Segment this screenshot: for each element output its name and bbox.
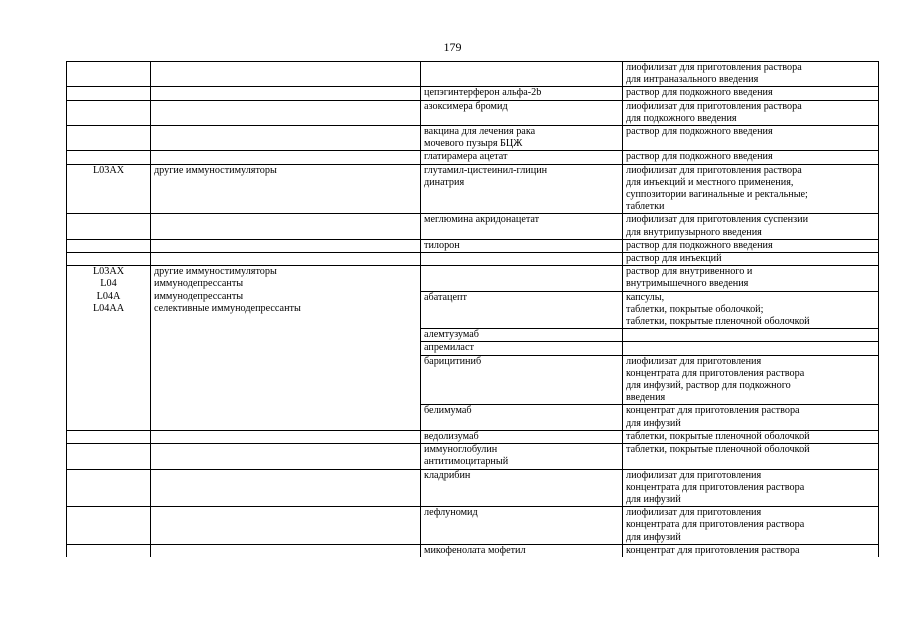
drug-name: ведолизумаб [421,430,623,443]
drug-name: меглюмина акридонацетат [421,214,623,239]
group-name [151,430,421,443]
atc-code: L04AA [92,302,125,314]
atc-code: L03AX [67,164,151,214]
dosage-form: лиофилизат для приготовления суспензии для внутрипузырного введения [623,214,879,239]
dosage-form: таблетки, покрытые пленочной оболочкой [623,430,879,443]
table-row [67,253,879,266]
dosage-form: лиофилизат для приготовления раствора для интраназального введения [623,62,879,87]
atc-code [67,444,151,469]
dosage-form: лиофилизат для приготовления концентрата для приготовления раствора для инфузий, раствор для подкожного введения [623,355,879,405]
group-name [151,151,421,164]
drug-name [421,62,623,87]
drug-name: глатирамера ацетат [421,151,623,164]
drug-name: глутамил-цистеинил-глицин динатрия [421,164,623,214]
dosage-form: раствор для подкожного введения [623,126,879,151]
drug-name: цепэгинтерферон альфа-2b [421,87,623,100]
dosage-form [623,329,879,342]
dosage-form: лиофилизат для приготовления концентрата для приготовления раствора для инфузий [623,507,879,545]
group-name-block [151,266,421,431]
group-name [151,87,421,100]
atc-code [67,469,151,507]
dosage-form: раствор для подкожного введения [623,239,879,252]
group-name [151,253,421,266]
drug-name: микофенолата мофетил [421,544,623,557]
atc-code [67,214,151,239]
atc-code [67,87,151,100]
group-name [151,444,421,469]
table-row [67,239,879,252]
dosage-form: раствор для инъекций [623,253,879,266]
atc-code: L04 [100,278,117,290]
group-name [151,469,421,507]
group-name: другие иммуностимуляторы [151,164,421,214]
group-name [151,100,421,125]
group-name [151,214,421,239]
table-row [67,444,879,469]
atc-code [67,430,151,443]
atc-code-block [67,266,151,431]
drug-name: алемтузумаб [421,329,623,342]
drug-table [66,61,879,557]
table-row [67,151,879,164]
table-row [67,507,879,545]
atc-code [67,151,151,164]
dosage-form: раствор для внутривенного и внутримышечного введения [623,266,879,291]
group-name [151,126,421,151]
atc-code [67,100,151,125]
dosage-form: таблетки, покрытые пленочной оболочкой [623,444,879,469]
drug-name: азоксимера бромид [421,100,623,125]
table-row [67,126,879,151]
group-name [151,239,421,252]
table-row [67,469,879,507]
dosage-form: лиофилизат для приготовления концентрата для приготовления раствора для инфузий [623,469,879,507]
drug-name: кладрибин [421,469,623,507]
drug-name: белимумаб [421,405,623,430]
drug-name [421,253,623,266]
atc-code: L03AX [92,266,125,278]
page-number: 179 [443,40,462,54]
dosage-form: раствор для подкожного введения [623,151,879,164]
table-row [67,544,879,557]
group-name: селективные иммунодепрессанты [154,302,301,314]
dosage-form: раствор для подкожного введения [623,87,879,100]
atc-code [67,253,151,266]
drug-name: лефлуномид [421,507,623,545]
atc-code [67,126,151,151]
drug-name: тилорон [421,239,623,252]
drug-name: иммуноглобулин антитимоцитарный [421,444,623,469]
dosage-form: капсулы, таблетки, покрытые оболочкой; таблетки, покрытые пленочной оболочкой [623,291,879,329]
drug-name: абатацепт [421,291,623,329]
group-name [151,62,421,87]
atc-code [67,544,151,557]
table-row [67,62,879,87]
drug-name: вакцина для лечения рака мочевого пузыря БЦЖ [421,126,623,151]
table-row [67,87,879,100]
atc-code [67,239,151,252]
atc-code [67,507,151,545]
dosage-form [623,342,879,355]
table-row [67,164,879,214]
group-name: иммунодепрессанты [154,278,244,290]
table-row [67,266,879,291]
group-name: иммунодепрессанты [154,290,244,302]
drug-name [421,266,623,291]
group-name [151,544,421,557]
group-name [151,507,421,545]
drug-name: барицитиниб [421,355,623,405]
drug-name: апремиласт [421,342,623,355]
atc-code: L04A [96,290,121,302]
table-row [67,214,879,239]
atc-code [67,62,151,87]
table-row [67,430,879,443]
group-name: другие иммуностимуляторы [154,266,277,278]
table-row [67,100,879,125]
dosage-form: концентрат для приготовления раствора [623,544,879,557]
dosage-form: концентрат для приготовления раствора для инфузий [623,405,879,430]
dosage-form: лиофилизат для приготовления раствора для подкожного введения [623,100,879,125]
dosage-form: лиофилизат для приготовления раствора для инъекций и местного применения, суппозитории вагинальные и ректальные; таблетки [623,164,879,214]
